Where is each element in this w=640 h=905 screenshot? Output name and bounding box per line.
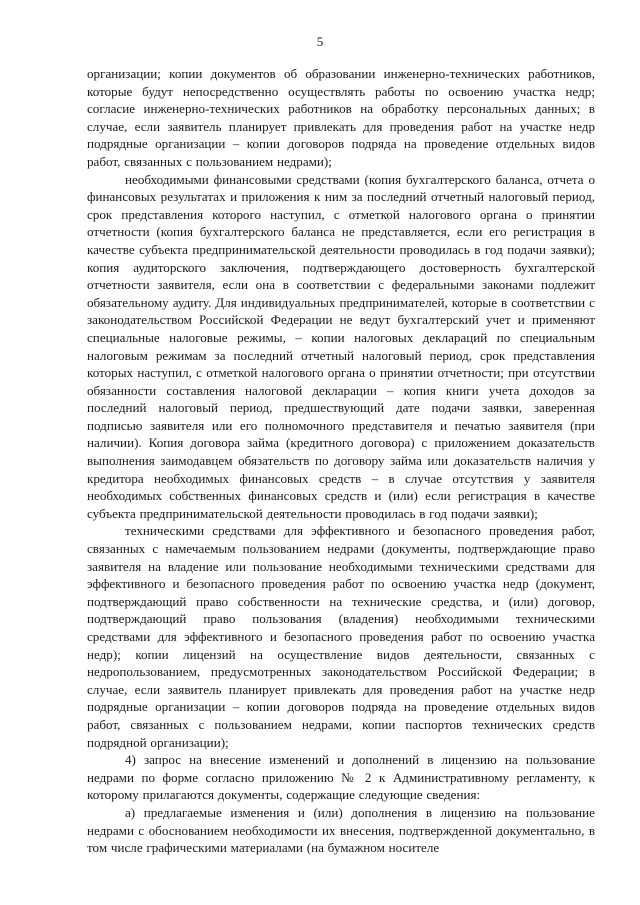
paragraph-continuation: организации; копии документов об образовании инженерно-технических работников, которые будут непосредственно осуществлять работы по освоению участка недр; согласие инженерно-технических работников на обработку персональных данных; в случае, если заявитель планирует привлекать для проведения работ на участке недр подрядные организации – копии договоров подряда на проведение отдельных видов работ, связанных с пользованием недрами);: [87, 66, 595, 169]
paragraph-financial-means: необходимыми финансовыми средствами (копия бухгалтерского баланса, отчета о финансовых результатах и приложения к ним за последний отчетный налоговый период, срок представления которого наступил, с отметкой налогового органа о принятии отчетности (копия бухгалтерского баланса не представляется, если его регистрация в качестве субъекта предпринимательской деятельности проводилась в год подачи заявки); копия аудиторского заключения, подтверждающего достоверность бухгалтерской отчетности заявителя, если она в соответствии с федеральными законами подлежит обязательному аудиту. Для индивидуальных предпринимателей, которые в соответствии с законодательством Российской Федерации не ведут бухгалтерский учет и применяют специальные налоговые режимы, – копии налоговых деклараций по специальным налоговым режимам за последний отчетный налоговый период, срок представления которых наступил, с отметкой налогового органа о принятии отчетности; при отсутствии обязанности составления налоговой декларации – копия книги учета доходов за последний налоговый период, предшествующий дате подачи заявки, заверенная подписью заявителя или его полномочного представителя и печатью заявителя (при наличии). Копия договора займа (кредитного договора) с приложением доказательств выполнения заимодавцем обязательств по договору займа или доказательств наличия у кредитора необходимых финансовых средств – в случае отсутствия у заявителя необходимых собственных финансовых средств и (или) если регистрация в качестве субъекта предпринимательской деятельности проводилась в год подачи заявки);: [87, 171, 595, 521]
paragraph-item-a: а) предлагаемые изменения и (или) дополнения в лицензию на пользование недрами с обоснованием необходимости их внесения, подтвержденной документально, в том числе графическими материалами (на бумажном носителе: [87, 804, 595, 856]
document-body: [87, 65, 595, 857]
page-number: 5: [316, 34, 324, 49]
paragraph-technical-means: техническими средствами для эффективного и безопасного проведения работ, связанных с намечаемым пользованием недрами (документы, подтверждающие право заявителя на владение или пользование необходимыми техническими средствами для эффективного и безопасного проведения работ по освоению участка недр (документ, подтверждающий право собственности на технические средства, и (или) договор, подтверждающий право пользования (владения) необходимыми техническими средствами для эффективного и безопасного проведения работ по освоению участка недр); копии лицензий на осуществление видов деятельности, связанных с недропользованием, предусмотренных законодательством Российской Федерации; в случае, если заявитель планирует привлекать для проведения работ на участке недр подрядные организации – копии договоров подряда на проведение отдельных видов работ, связанных с пользованием недрами, копии паспортов технических средств подрядной организации);: [87, 523, 595, 750]
paragraph-item-4: 4) запрос на внесение изменений и дополнений в лицензию на пользование недрами по форме согласно приложению № 2 к Административному регламенту, к которому прилагаются документы, содержащие следующие сведения:: [87, 752, 595, 803]
